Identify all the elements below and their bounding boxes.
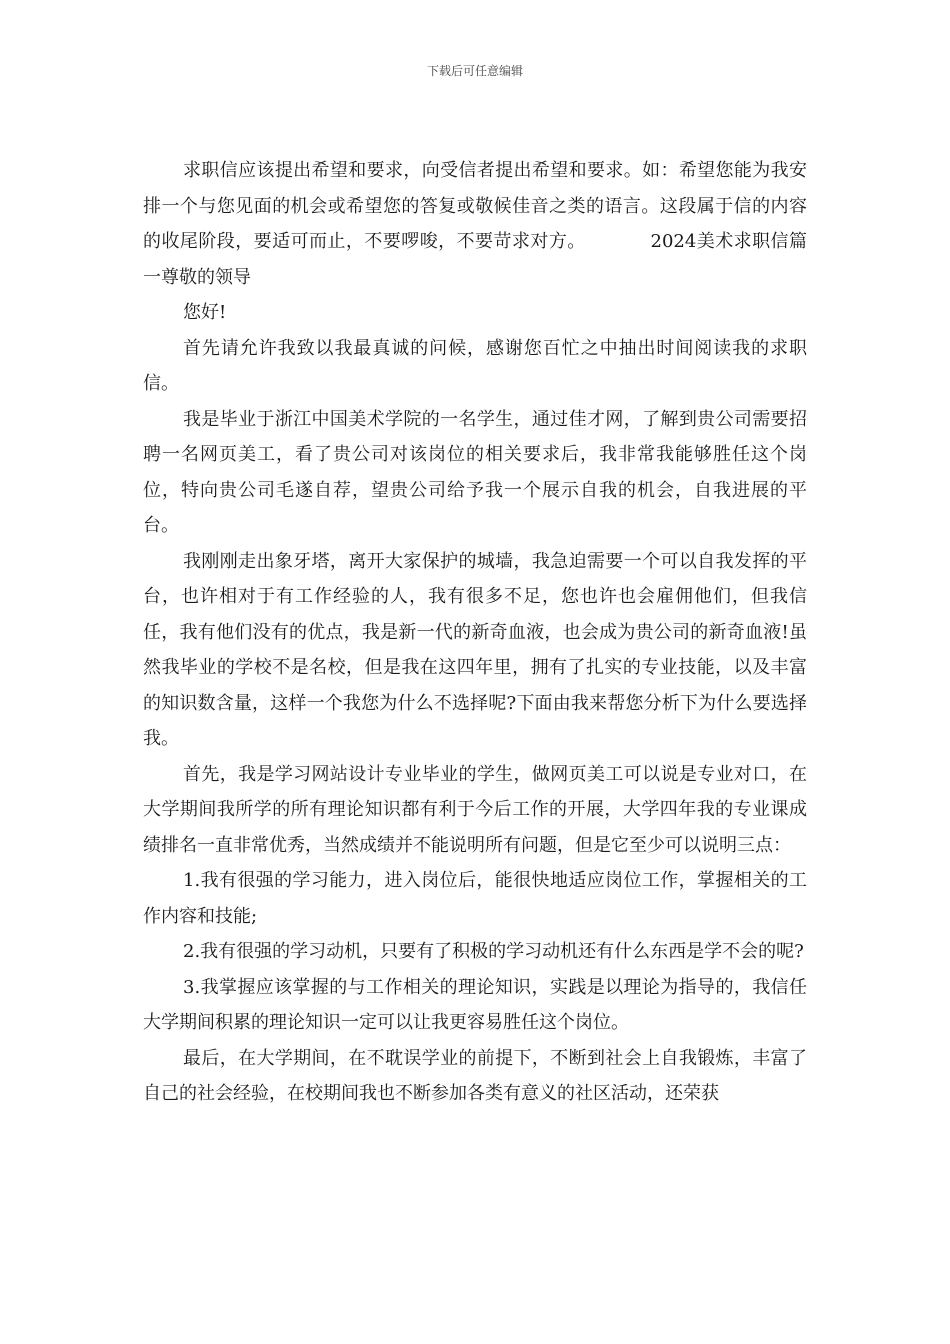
- paragraph: 1.我有很强的学习能力，进入岗位后，能很快地适应岗位工作，掌握相关的工作内容和技能;: [143, 870, 807, 927]
- paragraph: 我是毕业于浙江中国美术学院的一名学生，通过佳才网，了解到贵公司需要招聘一名网页美工，看了贵公司对该岗位的相关要求后，我非常我能够胜任这个岗位，特向贵公司毛遂自荐，望贵公司给予我一个展示自我的机会，自我进展的平台。: [143, 408, 807, 536]
- paragraph: 您好!: [183, 302, 227, 323]
- paragraph: 首先请允许我致以我最真诚的问候，感谢您百忙之中抽出时间阅读我的求职信。: [143, 337, 807, 394]
- paragraph: 3.我掌握应该掌握的与工作相关的理论知识，实践是以理论为指导的，我信任大学期间积累的理论知识一定可以让我更容易胜任这个岗位。: [143, 976, 807, 1033]
- paragraph: 求职信应该提出希望和要求，向受信者提出希望和要求。如：希望您能为我安排一个与您见面的机会或希望您的答复或敬候佳音之类的语言。这段属于信的内容的收尾阶段，要适可而止，不要啰唆，不要苛求对方。 2024美术求职信篇一尊敬的领导: [143, 160, 807, 288]
- page-header: 下载后可任意编辑: [426, 64, 523, 78]
- document-body: [143, 153, 807, 1112]
- paragraph: 首先，我是学习网站设计专业毕业的学生，做网页美工可以说是专业对口，在大学期间我所学的所有理论知识都有利于今后工作的开展，大学四年我的专业课成绩排名一直非常优秀，当然成绩并不能说明所有问题，但是它至少可以说明三点：: [143, 763, 807, 856]
- paragraph: 最后，在大学期间，在不耽误学业的前提下，不断到社会上自我锻炼，丰富了自己的社会经验，在校期间我也不断参加各类有意义的社区活动，还荣获: [143, 1047, 807, 1104]
- paragraph: 2.我有很强的学习动机，只要有了积极的学习动机还有什么东西是学不会的呢?: [183, 941, 804, 962]
- paragraph: 我刚刚走出象牙塔，离开大家保护的城墙，我急迫需要一个可以自我发挥的平台，也许相对于有工作经验的人，我有很多不足，您也许也会雇佣他们，但我信任，我有他们没有的优点，我是新一代的新奇血液，也会成为贵公司的新奇血液!虽然我毕业的学校不是名校，但是我在这四年里，拥有了扎实的专业技能，以及丰富的知识数含量，这样一个我您为什么不选择呢?下面由我来帮您分析下为什么要选择我。: [143, 550, 807, 749]
